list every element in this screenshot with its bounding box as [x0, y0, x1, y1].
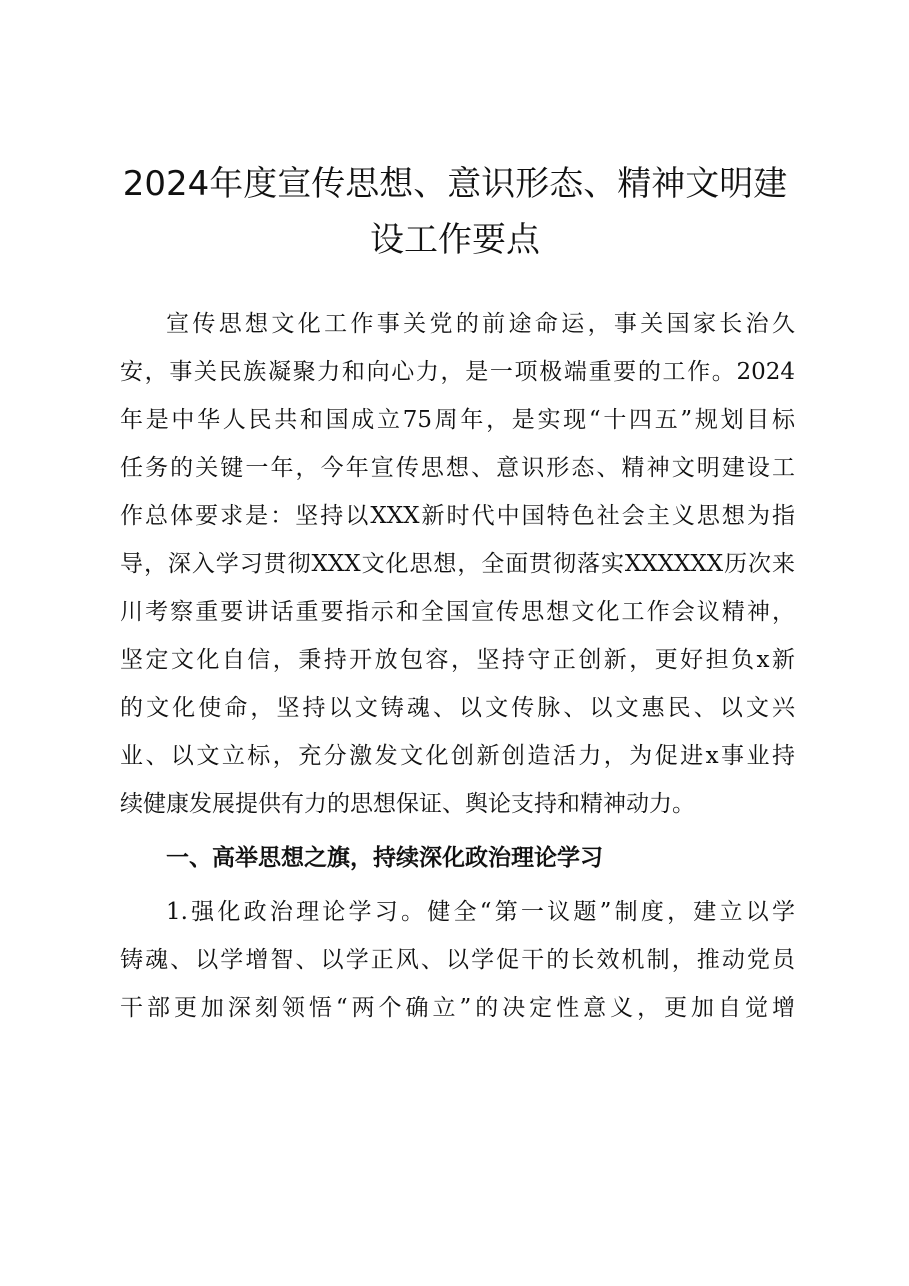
text-line: 续健康发展提供有力的思想保证、舆论支持和精神动力。 [120, 791, 695, 817]
text-line: 铸魂、以学增智、以学正风、以学促干的长效机制，推动党员 [120, 947, 795, 973]
text-line: 坚定文化自信，秉持开放包容，坚持守正创新，更好担负x新 [120, 647, 795, 673]
text-line: 干部更加深刻领悟“两个确立”的决定性意义，更加自觉增 [120, 995, 795, 1021]
text-line: 川考察重要讲话重要指示和全国宣传思想文化工作会议精神， [120, 599, 795, 625]
item-1-paragraph [120, 888, 795, 1032]
text-line: 宣传思想文化工作事关党的前途命运，事关国家长治久 [166, 311, 795, 337]
text-line: 年是中华人民共和国成立75周年，是实现“十四五”规划目标 [120, 407, 795, 433]
text-line: 的文化使命，坚持以文铸魂、以文传脉、以文惠民、以文兴 [120, 695, 795, 721]
title-line-2: 设工作要点 [370, 220, 540, 260]
section-heading: 一、高举思想之旗，持续深化政治理论学习 [166, 845, 603, 871]
document-title [120, 156, 790, 268]
text-line: 安，事关民族凝聚力和向心力，是一项极端重要的工作。2024 [120, 359, 795, 385]
text-line: 业、以文立标，充分激发文化创新创造活力，为促进x事业持 [120, 743, 795, 769]
document-body [120, 300, 795, 1032]
text-line: 导，深入学习贯彻XXX文化思想，全面贯彻落实XXXXXX历次来 [120, 551, 795, 577]
text-line: 1.强化政治理论学习。健全“第一议题”制度，建立以学 [166, 899, 795, 925]
text-line: 任务的关键一年，今年宣传思想、意识形态、精神文明建设工 [120, 455, 795, 481]
title-line-1: 2024年度宣传思想、意识形态、精神文明建 [122, 164, 788, 204]
text-line: 作总体要求是：坚持以XXX新时代中国特色社会主义思想为指 [120, 503, 795, 529]
intro-paragraph [120, 300, 795, 828]
